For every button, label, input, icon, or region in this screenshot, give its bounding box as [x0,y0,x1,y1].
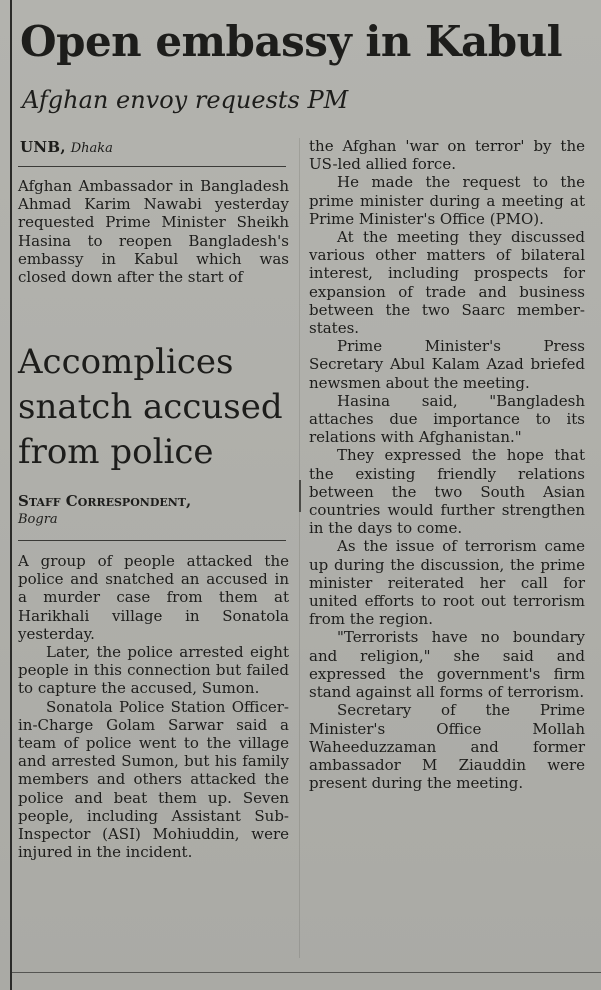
article-column-1 [18,177,289,286]
article-paragraph: Afghan Ambassador in Bangladesh Ahmad Karim Nawabi yesterday requested Prime Minister Sheikh Hasina to reopen Bangladesh's embassy in Kabul which was closed down after the start of [18,177,289,287]
bottom-rule [12,972,601,973]
article-paragraph: He made the request to the prime minister during a meeting at Prime Minister's Office (PMO). [309,173,585,228]
article-headline: Open embassy in Kabul [20,17,563,66]
article-paragraph: As the issue of terrorism came up during the discussion, the prime minister reiterated her call for united efforts to root out terrorism from the region. [309,537,585,629]
column-divider-mark [299,480,301,512]
article-kicker: Afghan envoy requests PM [22,86,349,114]
article-paragraph: Hasina said, "Bangladesh attaches due importance to its relations with Afghanistan." [309,391,585,447]
article-byline [20,136,288,160]
second-byline-agency: Staff Correspondent, [18,492,192,510]
second-article-headline [18,340,293,475]
second-article-paragraph: Sonatola Police Station Officer-in-Charge Golam Sarwar said a team of police went to the village and arrested Sumon, but his family members and others attacked the police and beat them up. Seven people, including Assistant Sub-Inspector (ASI) Mohiuddin, were injured in the incident. [18,697,289,862]
article-paragraph: "Terrorists have no boundary and religion," she said and expressed the government's firm stand against all forms of terrorism. [309,628,585,702]
article-column-2 [309,137,585,792]
page-edge-rule [10,0,12,990]
second-article-byline [18,492,290,530]
second-byline-rule [18,540,286,541]
article-paragraph: At the meeting they discussed various other matters of bilateral interest, including prospects for expansion of trade and business between the two Saarc member-states. [309,228,585,338]
second-article-paragraph: A group of people attacked the police and snatched an accused in a murder case from them at Harikhali village in Sonatola yesterday. [18,552,289,643]
second-article-paragraph: Later, the police arrested eight people in this connection but failed to capture the accused, Sumon. [18,643,289,698]
column-gutter [299,138,300,958]
byline-rule [18,166,286,167]
article-paragraph: They expressed the hope that the existing friendly relations between the two South Asian countries would further strengthen in the days to come. [309,446,585,538]
second-byline-place: Bogra [18,512,58,527]
second-article-column [18,552,289,861]
byline-place: Dhaka [70,141,113,156]
article-paragraph: the Afghan 'war on terror' by the US-led allied force. [309,137,585,174]
article-paragraph: Secretary of the Prime Minister's Office Mollah Waheeduzzaman and former ambassador M Ziauddin were present during the meeting. [309,701,585,793]
article-paragraph: Prime Minister's Press Secretary Abul Kalam Azad briefed newsmen about the meeting. [309,337,585,392]
second-article-headline-text: Accomplices snatch accused from police [18,342,283,472]
byline-agency: UNB, [20,138,66,156]
